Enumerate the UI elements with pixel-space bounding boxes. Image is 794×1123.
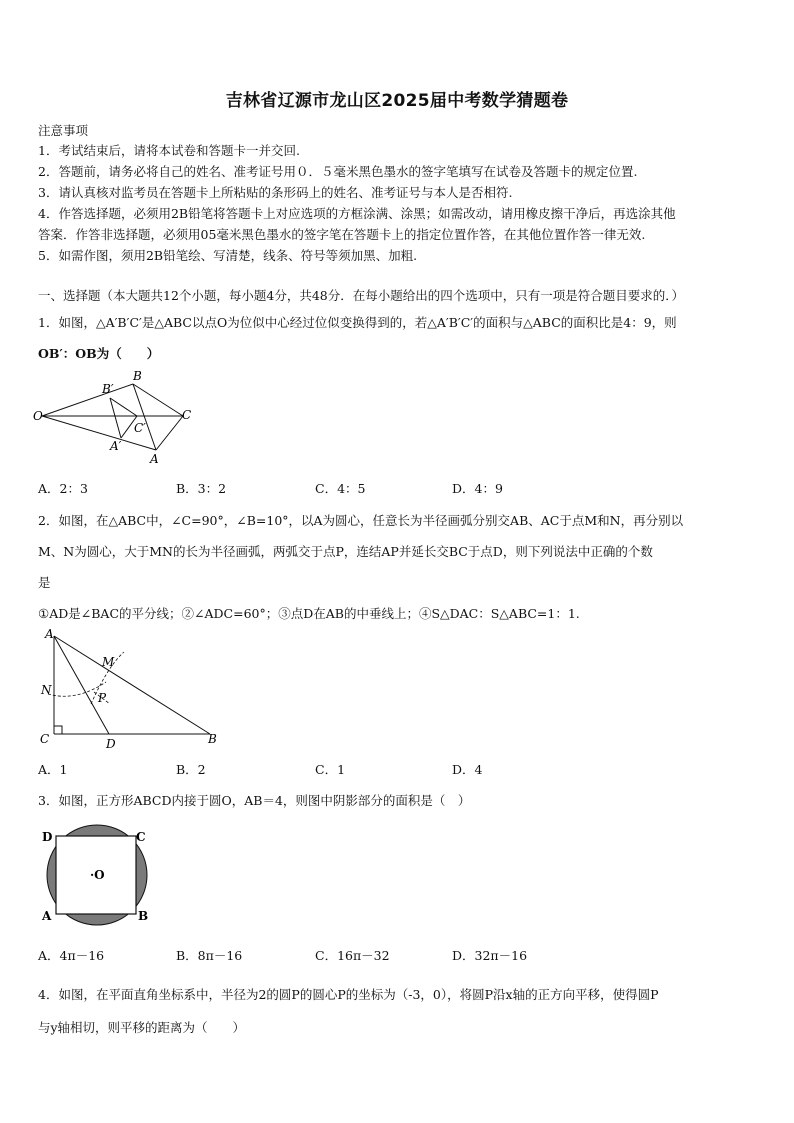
q2-label-m: M [102, 655, 115, 669]
q1-text-line2: OB′：OB为（ ） [38, 346, 160, 361]
q1-label-c1: C′ [134, 421, 146, 435]
note-4-cont: 答案．作答非选择题，必须用05毫米黑色墨水的签字笔在答题卡上的指定位置作答，在其他位置作答一律无效. [38, 227, 646, 242]
note-4: 4．作答选择题，必须用2B铅笔将答题卡上对应选项的方框涂满、涂黑；如需改动，请用橡皮擦干净后，再选涂其他 [38, 206, 676, 221]
q1-line-ca [156, 416, 183, 450]
q3-option-b[interactable]: B．8π－16 [176, 948, 243, 963]
note-5: 5．如需作图，须用2B铅笔绘、写清楚，线条、符号等须加黑、加粗. [38, 248, 418, 263]
q2-option-b[interactable]: B．2 [176, 762, 206, 777]
note-2: 2．答题前，请务必将自己的姓名、准考证号用０．５毫米黑色墨水的签字笔填写在试卷及答题卡的规定位置. [38, 164, 638, 179]
q1-label-b: B [133, 369, 142, 383]
q4-text-line2: 与y轴相切，则平移的距离为（ ） [38, 1020, 246, 1035]
note-3: 3．请认真核对监考员在答题卡上所粘贴的条形码上的姓名、准考证号与本人是否相符. [38, 185, 513, 200]
q3-option-d[interactable]: D．32π－16 [452, 948, 528, 963]
q2-label-b: B [208, 732, 217, 746]
q1-label-c: C [182, 408, 192, 422]
note-1: 1．考试结束后，请将本试卷和答题卡一并交回. [38, 143, 300, 158]
q2-text-line4: ①AD是∠BAC的平分线；②∠ADC=60°；③点D在AB的中垂线上；④S△DAC：S△ABC=1：1. [38, 606, 580, 621]
page-title: 吉林省辽源市龙山区2025届中考数学猜题卷 [225, 91, 569, 111]
q2-text-line2: M、N为圆心，大于MN的长为半径画弧，两弧交于点P，连结AP并延长交BC于点D，则下列说法中正确的个数 [38, 544, 653, 559]
q3-label-a: A [42, 909, 52, 923]
notes-heading: 注意事项 [38, 123, 89, 138]
q3-label-c: C [136, 830, 146, 844]
q1-option-c[interactable]: C．4：5 [315, 481, 366, 496]
q2-option-d[interactable]: D．4 [452, 762, 483, 777]
q3-option-a[interactable]: A．4π－16 [38, 948, 105, 963]
q4-text-line1: 4．如图，在平面直角坐标系中，半径为2的圆P的圆心P的坐标为（-3，0），将圆P沿x轴的正方向平移，使得圆P [38, 987, 659, 1002]
q1-line-bc [133, 384, 183, 416]
q1-label-a1: A′ [110, 439, 122, 453]
q1-label-b1: B′ [102, 382, 114, 396]
q2-text-line3: 是 [38, 575, 51, 590]
q3-label-d: D [42, 830, 53, 844]
q1-label-o: O [33, 409, 43, 423]
q2-right-angle [54, 726, 62, 734]
q3-figure [32, 822, 162, 928]
q3-label-o: ·O [90, 868, 105, 882]
q2-figure [36, 626, 226, 752]
q2-label-a: A [45, 627, 54, 641]
q1-label-a: A [150, 452, 159, 466]
q2-option-a[interactable]: A．1 [38, 762, 68, 777]
section-heading: 一、选择题（本大题共12个小题，每小题4分，共48分．在每小题给出的四个选项中，只有一项是符合题目要求的．） [38, 288, 685, 303]
q1-option-a[interactable]: A．2：3 [38, 481, 88, 496]
q2-label-d: D [106, 737, 116, 751]
q2-label-c: C [40, 732, 50, 746]
q3-text-line1: 3．如图，正方形ABCD内接于圆O，AB＝4，则图中阴影部分的面积是（ ） [38, 793, 471, 808]
q2-side-ab [54, 636, 210, 734]
q1-figure [30, 368, 200, 466]
q3-option-c[interactable]: C．16π－32 [315, 948, 390, 963]
q1-option-d[interactable]: D．4：9 [452, 481, 503, 496]
q3-label-b: B [138, 909, 149, 923]
q2-text-line1: 2．如图，在△ABC中，∠C=90°，∠B=10°，以A为圆心，任意长为半径画弧分别交AB、AC于点M和N，再分别以 [38, 513, 684, 528]
q1-line-ob [42, 384, 133, 416]
q1-text-line1: 1．如图，△A′B′C′是△ABC以点O为位似中心经过位似变换得到的，若△A′B′C′的面积与△ABC的面积比是4：9，则 [38, 315, 677, 330]
q2-label-n: N [41, 683, 52, 697]
q2-option-c[interactable]: C．1 [315, 762, 346, 777]
q2-label-p: P [98, 691, 107, 705]
q1-option-b[interactable]: B．3：2 [176, 481, 227, 496]
